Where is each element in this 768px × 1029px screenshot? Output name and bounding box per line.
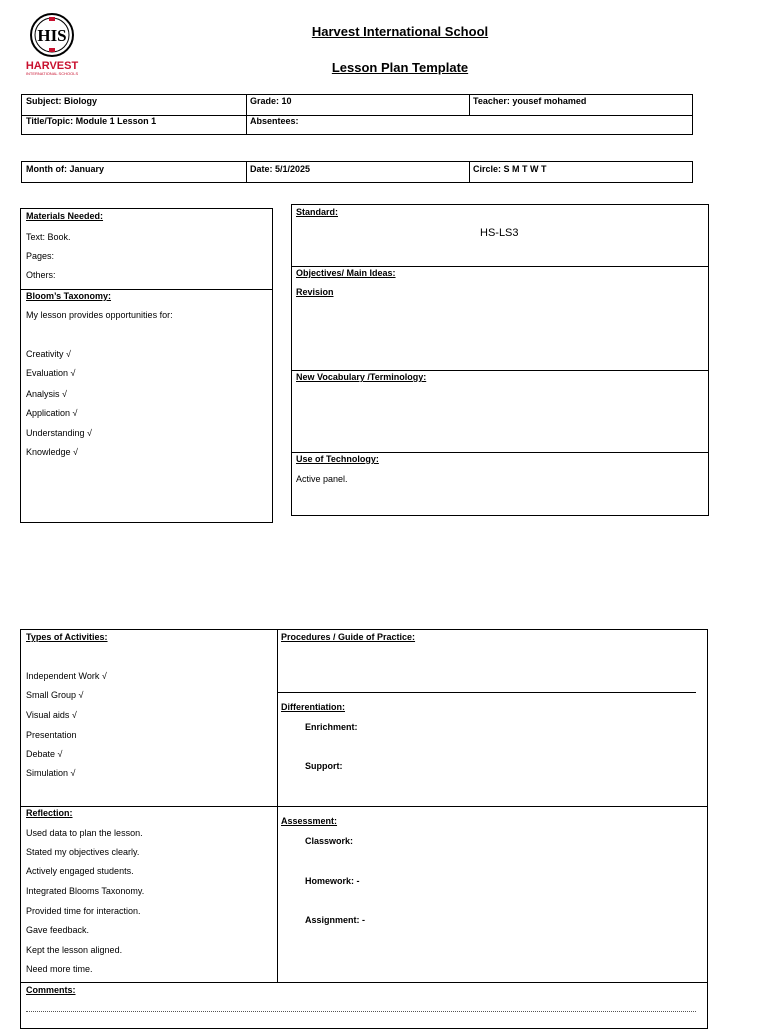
school-name: Harvest International School [311,24,489,39]
date-cell: Date: 5/1/2025 [250,164,311,174]
materials-pages: Pages: [26,251,55,261]
activity-item: Presentation [26,730,77,740]
standard-value: HS-LS3 [480,227,519,239]
classwork-label: Classwork: [305,836,354,846]
reflection-item: Used data to plan the lesson. [26,828,143,838]
reflection-heading: Reflection: [26,808,73,818]
activity-item: Debate √ [26,749,63,759]
svg-text:HIS: HIS [37,26,67,45]
support-label: Support: [305,761,343,771]
standard-heading: Standard: [296,207,339,217]
activity-item: Visual aids √ [26,710,77,720]
assignment-label: Assignment: - [305,915,366,925]
materials-others: Others: [26,270,56,280]
blooms-item: Evaluation √ [26,368,76,378]
reflection-item: Need more time. [26,964,93,974]
topic-cell: Title/Topic: Module 1 Lesson 1 [26,116,157,126]
reflection-item: Actively engaged students. [26,866,134,876]
subject-cell: Subject: Biology [26,96,98,106]
technology-heading: Use of Technology: [296,454,379,464]
activity-item: Independent Work √ [26,671,107,681]
homework-label: Homework: - [305,876,360,886]
blooms-item: Knowledge √ [26,447,78,457]
blooms-heading: Bloom’s Taxonomy: [26,291,112,301]
objectives-heading: Objectives/ Main Ideas: [296,268,396,278]
blooms-item: Understanding √ [26,428,92,438]
standard-objectives-box [291,204,709,516]
svg-text:HARVEST: HARVEST [25,60,79,72]
blooms-item: Creativity √ [26,349,71,359]
blooms-item: Application √ [26,408,78,418]
teacher-cell: Teacher: yousef mohamed [473,96,587,106]
comments-heading: Comments: [26,985,76,995]
month-cell: Month of: January [26,164,104,174]
circle-cell: Circle: S M T W T [473,164,547,174]
objectives-value: Revision [296,287,334,297]
document-title: Lesson Plan Template [331,60,469,75]
blooms-item: Analysis √ [26,389,67,399]
materials-heading: Materials Needed: [26,211,104,221]
reflection-item: Gave feedback. [26,925,90,935]
differentiation-heading: Differentiation: [281,702,345,712]
procedures-heading: Procedures / Guide of Practice: [281,632,416,642]
vocabulary-heading: New Vocabulary /Terminology: [296,372,427,382]
materials-text: Text: Book. [26,232,71,242]
reflection-item: Provided time for interaction. [26,906,141,916]
reflection-item: Kept the lesson aligned. [26,945,123,955]
activities-heading: Types of Activities: [26,632,108,642]
comments-line [26,1011,696,1012]
info-table-1 [21,94,693,135]
grade-cell: Grade: 10 [250,96,292,106]
materials-blooms-box [20,208,273,523]
absentees-cell: Absentees: [250,116,299,126]
technology-value: Active panel. [296,474,348,484]
reflection-item: Integrated Blooms Taxonomy. [26,886,145,896]
activity-item: Small Group √ [26,690,84,700]
reflection-item: Stated my objectives clearly. [26,847,140,857]
assessment-heading: Assessment: [281,816,338,826]
enrichment-label: Enrichment: [305,722,358,732]
info-table-2 [21,161,693,183]
svg-text:INTERNATIONAL SCHOOLS: INTERNATIONAL SCHOOLS [25,71,79,76]
activity-item: Simulation √ [26,768,76,778]
blooms-intro: My lesson provides opportunities for: [26,310,173,320]
